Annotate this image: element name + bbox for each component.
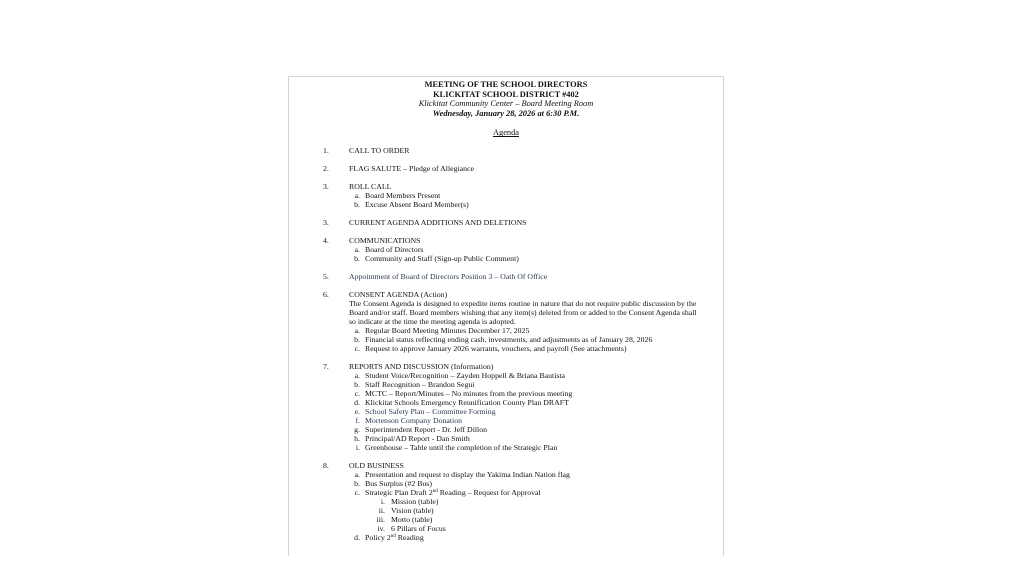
section-body bbox=[349, 218, 701, 227]
section-number: 1. bbox=[323, 146, 329, 156]
item-text: Community and Staff (Sign-up Public Comment) bbox=[365, 254, 519, 264]
item-letter: c. bbox=[354, 488, 360, 498]
item-letter: e. bbox=[354, 407, 360, 417]
agenda-section bbox=[289, 164, 723, 173]
agenda-section bbox=[289, 218, 723, 227]
agenda-subsubitem bbox=[349, 497, 701, 506]
section-title: CURRENT AGENDA ADDITIONS AND DELETIONS bbox=[349, 218, 527, 228]
item-superscript: nd bbox=[432, 489, 438, 495]
section-body bbox=[349, 461, 701, 542]
agenda-section bbox=[289, 236, 723, 263]
item-letter: i. bbox=[355, 443, 360, 453]
item-text: 6 Pillars of Focus bbox=[391, 524, 446, 534]
section-title: ROLL CALL bbox=[349, 182, 392, 192]
item-numeral: iii. bbox=[376, 515, 385, 525]
item-letter: d. bbox=[354, 398, 360, 408]
item-letter: f. bbox=[355, 416, 360, 426]
agenda-section bbox=[289, 461, 723, 542]
item-text: Principal/AD Report - Dan Smith bbox=[365, 434, 470, 444]
item-numeral: i. bbox=[380, 497, 385, 507]
agenda-subitem bbox=[349, 380, 701, 389]
item-text: Staff Recognition – Brandon Segui bbox=[365, 380, 475, 390]
agenda-list bbox=[289, 146, 723, 542]
agenda-section bbox=[289, 290, 723, 353]
section-description: The Consent Agenda is designed to expedite items routine in nature that do not require public discussion by the Board and/or staff. Board members wishing that any item(s) deleted from or added to the Consent Agenda shall so indicate at the time the meeting agenda is adopted. bbox=[349, 299, 697, 327]
item-text: Strategic Plan Draft 2 bbox=[365, 488, 433, 498]
item-text: Regular Board Meeting Minutes December 17, 2025 bbox=[365, 326, 530, 336]
agenda-subitem bbox=[349, 389, 701, 398]
section-title: CALL TO ORDER bbox=[349, 146, 410, 156]
section-body bbox=[349, 362, 701, 452]
agenda-subitem bbox=[349, 200, 701, 209]
item-text: Klickitat Schools Emergency Reunification County Plan DRAFT bbox=[365, 398, 569, 408]
agenda-subsubitem bbox=[349, 515, 701, 524]
section-body bbox=[349, 182, 701, 209]
agenda-section bbox=[289, 146, 723, 155]
item-text: Vision (table) bbox=[391, 506, 434, 516]
item-letter: b. bbox=[354, 479, 360, 489]
section-title: REPORTS AND DISCUSSION (Information) bbox=[349, 362, 494, 372]
agenda-subitem bbox=[349, 245, 701, 254]
agenda-subitem bbox=[349, 470, 701, 479]
agenda-subitem bbox=[349, 344, 701, 353]
section-number: 6. bbox=[323, 290, 329, 300]
section-number: 5. bbox=[323, 272, 329, 282]
item-letter: a. bbox=[354, 191, 360, 201]
section-title: FLAG SALUTE – Pledge of Allegiance bbox=[349, 164, 474, 174]
item-text: Mission (table) bbox=[391, 497, 439, 507]
section-body bbox=[349, 290, 701, 353]
item-letter: c. bbox=[354, 344, 360, 354]
agenda-subitem bbox=[349, 326, 701, 335]
item-superscript: nd bbox=[390, 534, 396, 540]
item-text: Student Voice/Recognition – Zayden Hoppell & Briana Bautista bbox=[365, 371, 566, 381]
section-title: Appointment of Board of Directors Position 3 – Oath Of Office bbox=[349, 272, 548, 282]
item-text: MCTC – Report/Minutes – No minutes from the previous meeting bbox=[365, 389, 573, 399]
agenda-subitem bbox=[349, 425, 701, 434]
item-letter: b. bbox=[354, 254, 360, 264]
document-header bbox=[289, 80, 723, 118]
item-numeral: ii. bbox=[378, 506, 385, 516]
document-page bbox=[288, 76, 724, 556]
meeting-title: MEETING OF THE SCHOOL DIRECTORS bbox=[424, 80, 588, 89]
item-letter: b. bbox=[354, 200, 360, 210]
item-text: Policy 2 bbox=[365, 533, 391, 543]
agenda-subitem bbox=[349, 407, 701, 416]
agenda-heading: Agenda bbox=[492, 128, 520, 138]
item-text: Superintendent Report - Dr. Jeff Dillon bbox=[365, 425, 487, 435]
agenda-subitem bbox=[349, 443, 701, 452]
item-text: Financial status reflecting ending cash, investments, and adjustments as of January 28, 2026 bbox=[365, 335, 653, 345]
section-number: 3. bbox=[323, 182, 329, 192]
section-number: 8. bbox=[323, 461, 329, 471]
agenda-subsubitem bbox=[349, 506, 701, 515]
section-title: OLD BUSINESS bbox=[349, 461, 404, 471]
item-letter: a. bbox=[354, 470, 360, 480]
item-letter: a. bbox=[354, 245, 360, 255]
section-number: 2. bbox=[323, 164, 329, 174]
section-body bbox=[349, 164, 701, 173]
item-text: Motto (table) bbox=[391, 515, 433, 525]
item-letter: g. bbox=[354, 425, 360, 435]
agenda-section bbox=[289, 182, 723, 209]
agenda-subitem bbox=[349, 434, 701, 443]
section-body bbox=[349, 272, 701, 281]
agenda-subitem bbox=[349, 191, 701, 200]
item-letter: a. bbox=[354, 326, 360, 336]
item-text: Request to approve January 2026 warrants, vouchers, and payroll (See attachments) bbox=[365, 344, 627, 354]
agenda-subsubitem bbox=[349, 524, 701, 533]
item-text-continued: Reading bbox=[395, 533, 424, 543]
meeting-datetime: Wednesday, January 28, 2026 at 6:30 P.M. bbox=[432, 108, 580, 118]
agenda-subitem bbox=[349, 371, 701, 380]
item-letter: b. bbox=[354, 380, 360, 390]
district-title: KLICKITAT SCHOOL DISTRICT #402 bbox=[433, 89, 579, 99]
item-text: Presentation and request to display the Yakima Indian Nation flag bbox=[365, 470, 570, 480]
agenda-subitem bbox=[349, 335, 701, 344]
item-letter: a. bbox=[354, 371, 360, 381]
section-number: 3. bbox=[323, 218, 329, 228]
meeting-location: Klickitat Community Center – Board Meeting Room bbox=[418, 99, 594, 109]
section-title: COMMUNICATIONS bbox=[349, 236, 421, 246]
agenda-subitem bbox=[349, 398, 701, 407]
item-letter: b. bbox=[354, 335, 360, 345]
agenda-section bbox=[289, 272, 723, 281]
section-body bbox=[349, 236, 701, 263]
section-number: 4. bbox=[323, 236, 329, 246]
agenda-subitem bbox=[349, 254, 701, 263]
item-text: School Safety Plan – Committee Forming bbox=[365, 407, 496, 417]
section-title: CONSENT AGENDA (Action) bbox=[349, 290, 448, 300]
agenda-subitem bbox=[349, 488, 701, 497]
agenda-section bbox=[289, 362, 723, 452]
item-letter: c. bbox=[354, 389, 360, 399]
item-numeral: iv. bbox=[377, 524, 385, 534]
item-text: Mortenson Company Donation bbox=[365, 416, 463, 426]
section-body bbox=[349, 146, 701, 155]
item-text: Board Members Present bbox=[365, 191, 441, 201]
item-letter: d. bbox=[354, 533, 360, 543]
agenda-subitem bbox=[349, 479, 701, 488]
agenda-subitem bbox=[349, 533, 701, 542]
agenda-subitem bbox=[349, 416, 701, 425]
item-text: Bus Surplus (#2 Bus) bbox=[365, 479, 432, 489]
item-text: Board of Directors bbox=[365, 245, 424, 255]
item-text: Greenhouse – Table until the completion of the Strategic Plan bbox=[365, 443, 558, 453]
item-text: Excuse Absent Board Member(s) bbox=[365, 200, 469, 210]
section-number: 7. bbox=[323, 362, 329, 372]
item-text-continued: Reading – Request for Approval bbox=[437, 488, 541, 498]
item-letter: h. bbox=[354, 434, 360, 444]
